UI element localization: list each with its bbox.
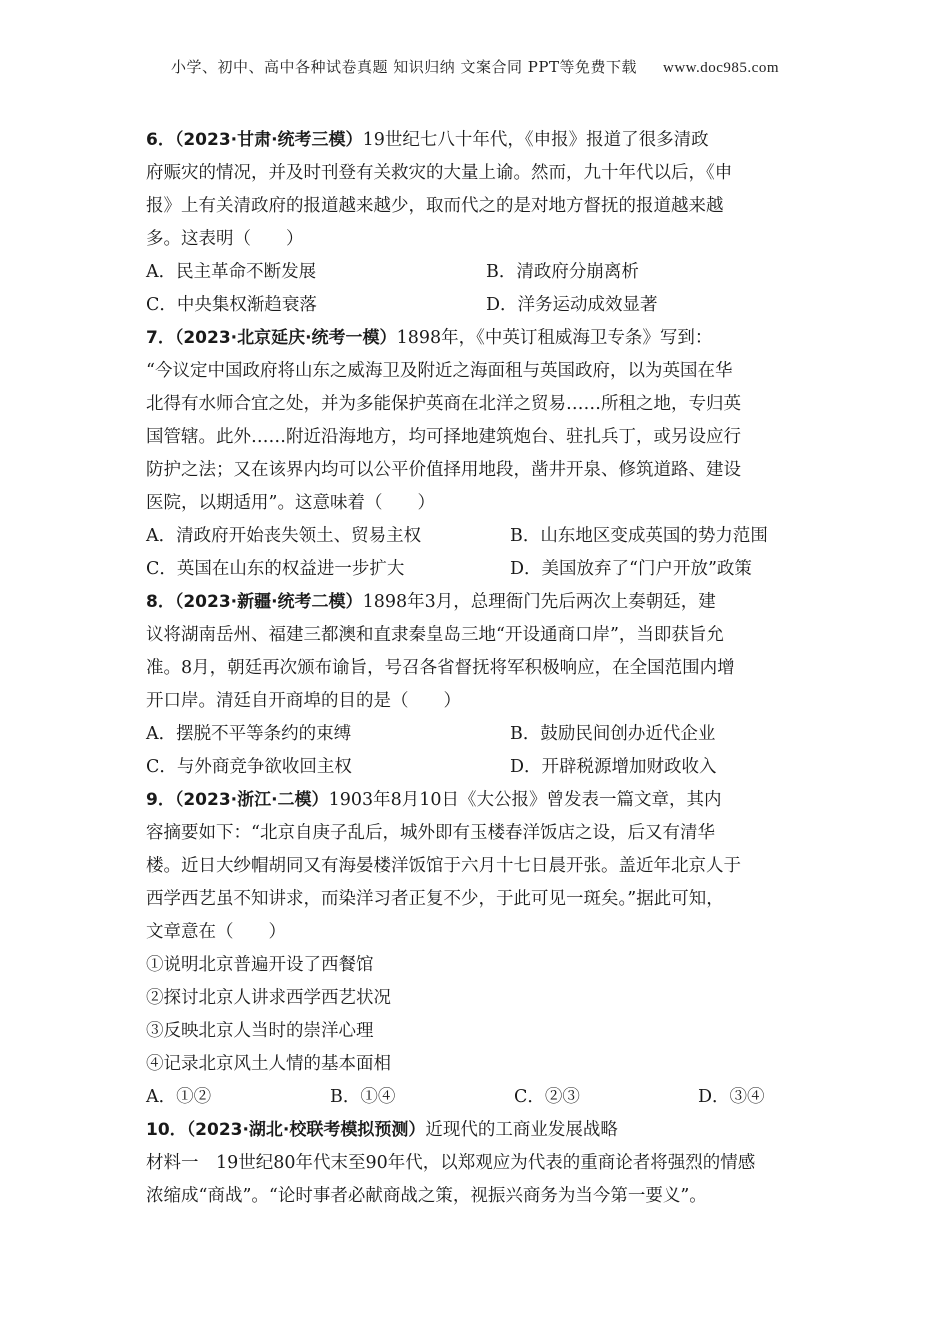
question-stem-line: 医院，以期适用”。这意味着（ ） [146,493,435,513]
option-c: C．②③ [514,1087,580,1107]
question-stem-line: 防护之法；又在该界内均可以公平价值择用地段，凿井开泉、修筑道路、建设 [146,460,741,480]
option-row [146,289,816,322]
option-a: A．①② [146,1087,212,1107]
option-row [146,718,816,751]
option-row [146,1081,816,1114]
option-a: A．摆脱不平等条约的束缚 [146,724,352,744]
question-stem-line: 西学西艺虽不知讲求，而染洋习者正复不少，于此可见一斑矣。”据此可知， [146,889,724,909]
material-line: 材料一 19世纪80年代末至90年代，以郑观应为代表的重商论者将强烈的情感 [146,1153,756,1173]
question-stem-line: “今议定中国政府将山东之威海卫及附近之海面租与英国政府，以为英国在华 [146,361,733,381]
question-stem-line: 7．（2023·北京延庆·统考一模）1898年，《中英订租威海卫专条》写到： [146,328,713,348]
option-d: D．洋务运动成效显著 [486,295,658,315]
question-6 [146,124,816,322]
option-d: D．③④ [698,1087,765,1107]
question-stem-line: 文章意在（ ） [146,922,286,942]
question-stem-line: 楼。近日大纱帽胡同又有海晏楼洋饭馆于六月十七日晨开张。盖近年北京人于 [146,856,741,876]
question-10 [146,1114,816,1213]
question-head: 8．（2023·新疆·统考二模） [146,592,363,612]
question-stem-line: 开口岸。清廷自开商埠的目的是（ ） [146,691,461,711]
option-b: B．①④ [330,1087,396,1107]
header-text: 小学、初中、高中各种试卷真题 知识归纳 文案合同 PPT等免费下载 [170,58,637,76]
question-8 [146,586,816,784]
question-stem-line: 多。这表明（ ） [146,229,304,249]
option-d: D．美国放弃了“门户开放”政策 [510,559,752,579]
option-b: B．清政府分崩离析 [486,262,639,282]
question-stem-line: 8．（2023·新疆·统考二模）1898年3月，总理衙门先后两次上奏朝廷，建 [146,592,716,612]
statement-item: ②探讨北京人讲求西学西艺状况 [146,988,391,1008]
material-line: 浓缩成“商战”。“论时事者必献商战之策，视振兴商务为当今第一要义”。 [146,1186,707,1206]
exam-content [146,124,816,1213]
option-b: B．山东地区变成英国的势力范围 [510,526,768,546]
option-d: D．开辟税源增加财政收入 [510,757,717,777]
question-stem-line: 议将湖南岳州、福建三都澳和直隶秦皇岛三地“开设通商口岸”，当即获旨允 [146,625,724,645]
option-b: B．鼓励民间创办近代企业 [510,724,716,744]
statement-item: ①说明北京普遍开设了西餐馆 [146,955,374,975]
question-head: 9．（2023·浙江·二模） [146,790,329,810]
option-row [146,553,816,586]
question-7 [146,322,816,586]
option-a: A．清政府开始丧失领土、贸易主权 [146,526,422,546]
option-c: C．英国在山东的权益进一步扩大 [146,559,405,579]
header-site: www.doc985.com [662,60,779,76]
question-stem-line: 北得有水师合宜之处，并为多能保护英商在北洋之贸易……所租之地，专归英 [146,394,741,414]
question-stem-line: 容摘要如下：“北京自庚子乱后，城外即有玉楼春洋饭店之设，后又有清华 [146,823,715,843]
option-row [146,256,816,289]
option-a: A．民主革命不断发展 [146,262,317,282]
option-c: C．中央集权渐趋衰落 [146,295,317,315]
question-head: 7．（2023·北京延庆·统考一模） [146,328,397,348]
option-c: C．与外商竞争欲收回主权 [146,757,352,777]
question-head: 10．（2023·湖北·校联考模拟预测） [146,1120,426,1140]
option-row [146,520,816,553]
question-stem-line: 报》上有关清政府的报道越来越少，取而代之的是对地方督抚的报道越来越 [146,196,724,216]
option-row [146,751,816,784]
question-stem-line: 6．（2023·甘肃·统考三模）19世纪七八十年代，《申报》报道了很多清政 [146,130,709,150]
statement-item: ④记录北京风土人情的基本面相 [146,1054,391,1074]
question-stem-line: 府赈灾的情况，并及时刊登有关救灾的大量上谕。然而，九十年代以后，《申 [146,163,733,183]
page-header [0,56,950,77]
question-9 [146,784,816,1114]
question-stem-line: 10．（2023·湖北·校联考模拟预测）近现代的工商业发展战略 [146,1120,618,1140]
question-stem-line: 9．（2023·浙江·二模）1903年8月10日《大公报》曾发表一篇文章，其内 [146,790,722,810]
statement-item: ③反映北京人当时的崇洋心理 [146,1021,374,1041]
question-head: 6．（2023·甘肃·统考三模） [146,130,363,150]
question-stem-line: 国管辖。此外……附近沿海地方，均可择地建筑炮台、驻扎兵丁，或另设应行 [146,427,741,447]
question-stem-line: 准。8月，朝廷再次颁布谕旨，号召各省督抚将军积极响应，在全国范围内增 [146,658,735,678]
